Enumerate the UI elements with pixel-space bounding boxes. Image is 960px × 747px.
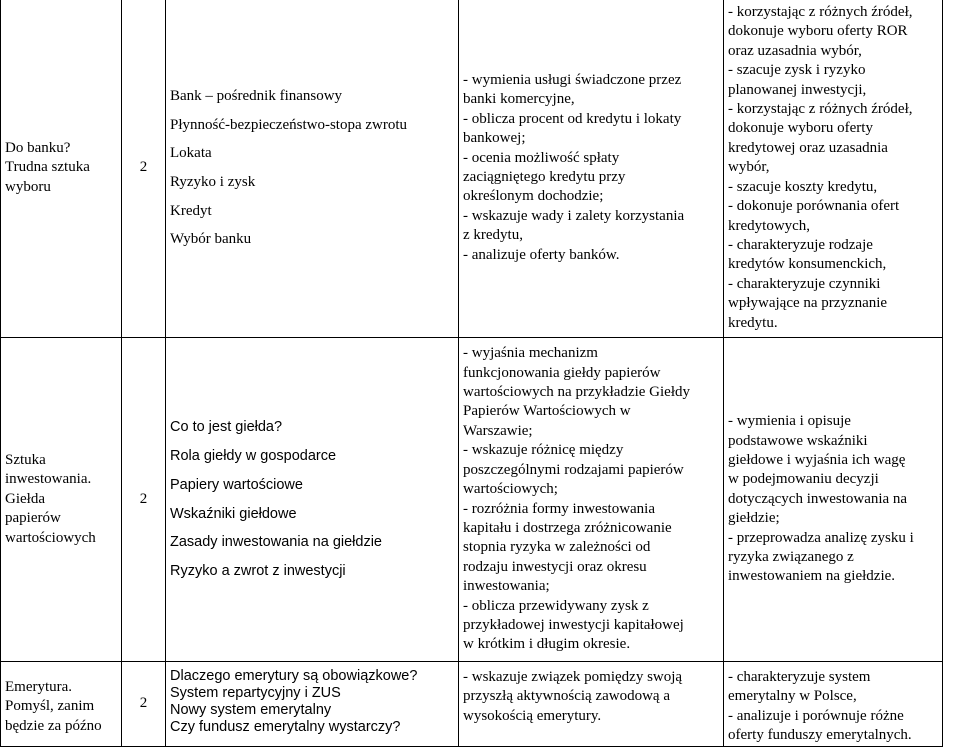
basic-requirements-cell xyxy=(459,662,724,747)
topic-line: Sztuka xyxy=(5,451,46,468)
requirement-line: - szacuje koszty kredytu, xyxy=(728,178,878,195)
requirement-line: kapitału i dostrzega zróżnicowanie xyxy=(463,519,672,536)
content-line: Nowy system emerytalny xyxy=(170,702,332,718)
content-line: Kredyt xyxy=(170,202,212,219)
requirement-line: kredytowej oraz uzasadnia xyxy=(728,139,888,156)
content-line: Czy fundusz emerytalny wystarczy? xyxy=(170,719,401,735)
content-line: System repartycyjny i ZUS xyxy=(170,685,341,701)
requirement-line: podstawowe wskaźniki xyxy=(728,432,868,449)
table-row xyxy=(1,338,943,662)
hours-cell: 2 xyxy=(122,0,166,338)
requirement-line: planowanej inwestycji, xyxy=(728,81,867,98)
requirement-line: - charakteryzuje czynniki xyxy=(728,275,881,292)
requirement-line: giełdzie; xyxy=(728,510,780,527)
content-line: Papiery wartościowe xyxy=(170,476,303,493)
requirement-line: stopnia ryzyka w zależności od xyxy=(463,539,651,556)
topic-cell xyxy=(1,0,122,338)
content-line: Ryzyko i zysk xyxy=(170,174,256,190)
hours-cell: 2 xyxy=(122,338,166,662)
basic-requirements-cell xyxy=(459,338,724,662)
requirement-line: wybór, xyxy=(728,159,770,176)
content-line: Dlaczego emerytury są obowiązkowe? xyxy=(170,668,418,684)
requirement-line: rodzaju inwestycji oraz okresu xyxy=(463,558,647,575)
content-cell xyxy=(166,662,459,747)
requirement-line: w podejmowaniu decyzji xyxy=(728,471,879,488)
topic-cell xyxy=(1,338,122,662)
content-cell xyxy=(166,0,459,338)
requirement-line: - korzystając z różnych źródeł, xyxy=(728,4,913,21)
requirement-line: wartościowych; xyxy=(463,481,558,498)
requirement-line: zaciągniętego kredytu przy xyxy=(463,169,626,185)
requirement-line: - wyjaśnia mechanizm xyxy=(463,345,598,362)
requirement-line: bankowej; xyxy=(463,130,526,147)
hours-cell: 2 xyxy=(122,662,166,747)
requirement-line: kredytów konsumenckich, xyxy=(728,256,887,273)
requirement-line: - analizuje oferty banków. xyxy=(463,246,620,263)
requirement-line: przyszłą aktywnością zawodową a xyxy=(463,688,670,705)
requirement-line: emerytalny w Polsce, xyxy=(728,688,857,705)
basic-requirements-cell xyxy=(459,0,724,338)
requirement-line: oraz uzasadnia wybór, xyxy=(728,42,862,59)
requirement-line: - wymienia i opisuje xyxy=(728,413,851,430)
requirement-line: - oblicza procent od kredytu i lokaty xyxy=(463,110,682,127)
requirement-line: określonym dochodzie; xyxy=(463,188,604,205)
requirement-line: - szacuje zysk i ryzyko xyxy=(728,62,866,79)
requirement-line: - korzystając z różnych źródeł, xyxy=(728,101,913,118)
requirement-line: poszczególnymi rodzajami papierów xyxy=(463,461,684,478)
topic-line: Do banku? xyxy=(5,139,71,156)
requirement-line: - wymienia usługi świadczone przez xyxy=(463,71,682,88)
topic-cell xyxy=(1,662,122,747)
requirement-line: kredytowych, xyxy=(728,217,811,234)
requirement-line: wpływające na przyznanie xyxy=(728,295,888,312)
topic-line: papierów xyxy=(5,510,61,527)
requirement-line: dokonuje wyboru oferty ROR xyxy=(728,23,908,40)
requirement-line: inwestowania; xyxy=(463,578,550,595)
requirement-line: - dokonuje porównania ofert xyxy=(728,198,900,215)
requirement-line: funkcjonowania giełdy papierów xyxy=(463,364,661,381)
topic-line: wartościowych xyxy=(5,529,96,546)
requirement-line: w krótkim i długim okresie. xyxy=(463,636,631,653)
requirement-line: - analizuje i porównuje różne xyxy=(728,707,904,724)
content-line: Zasady inwestowania na giełdzie xyxy=(170,534,382,551)
requirement-line: Warszawie; xyxy=(463,422,533,439)
requirement-line: inwestowaniem na giełdzie. xyxy=(728,568,896,585)
content-cell xyxy=(166,338,459,662)
content-line: Wybór banku xyxy=(170,231,252,248)
requirement-line: ryzyka związanego z xyxy=(728,549,854,566)
requirement-line: kredytu. xyxy=(728,314,778,331)
requirement-line: - ocenia możliwość spłaty xyxy=(463,149,620,166)
topic-line: Pomyśl, zanim xyxy=(5,698,95,715)
topic-line: Trudna sztuka xyxy=(5,159,90,176)
content-line: Wskaźniki giełdowe xyxy=(170,505,297,522)
requirement-line: przykładowej inwestycji kapitałowej xyxy=(463,616,684,633)
requirement-line: oferty funduszy emerytalnych. xyxy=(728,727,912,744)
topic-line: Emerytura. xyxy=(5,679,73,695)
requirement-line: dokonuje wyboru oferty xyxy=(728,120,873,137)
requirement-line: dotyczących inwestowania na xyxy=(728,490,908,507)
requirement-line: Papierów Wartościowych w xyxy=(463,403,631,420)
content-line: Ryzyko a zwrot z inwestycji xyxy=(170,562,346,579)
requirement-line: giełdowe i wyjaśnia ich wagę xyxy=(728,451,906,468)
extended-requirements-cell xyxy=(724,338,943,662)
topic-line: Giełda xyxy=(5,490,45,507)
requirement-line: - wskazuje wady i zalety korzystania xyxy=(463,207,685,224)
requirement-line: - wskazuje różnicę między xyxy=(463,442,624,459)
requirement-line: - rozróżnia formy inwestowania xyxy=(463,500,656,517)
content-line: Lokata xyxy=(170,145,212,162)
requirement-line: wysokością emerytury. xyxy=(463,707,602,724)
content-line: Bank – pośrednik finansowy xyxy=(170,87,343,104)
content-line: Rola giełdy w gospodarce xyxy=(170,448,337,465)
content-line: Płynność-bezpieczeństwo-stopa zwrotu xyxy=(170,116,408,133)
content-line: Co to jest giełda? xyxy=(170,419,283,436)
requirement-line: - charakteryzuje system xyxy=(728,669,871,685)
topic-line: będzie za późno xyxy=(5,717,102,734)
requirement-line: - przeprowadza analizę zysku i xyxy=(728,529,914,546)
requirement-line: - charakteryzuje rodzaje xyxy=(728,236,873,253)
requirement-line: - wskazuje związek pomiędzy swoją xyxy=(463,669,683,685)
requirement-line: - oblicza przewidywany zysk z xyxy=(463,597,649,614)
table-row xyxy=(1,0,943,338)
topic-line: wyboru xyxy=(5,178,51,195)
requirement-line: z kredytu, xyxy=(463,227,523,244)
topic-line: inwestowania. xyxy=(5,471,92,488)
requirement-line: wartościowych na przykładzie Giełdy xyxy=(463,384,690,401)
requirement-line: banki komercyjne, xyxy=(463,91,575,108)
extended-requirements-cell xyxy=(724,0,943,338)
extended-requirements-cell xyxy=(724,662,943,747)
table-row xyxy=(1,662,943,747)
